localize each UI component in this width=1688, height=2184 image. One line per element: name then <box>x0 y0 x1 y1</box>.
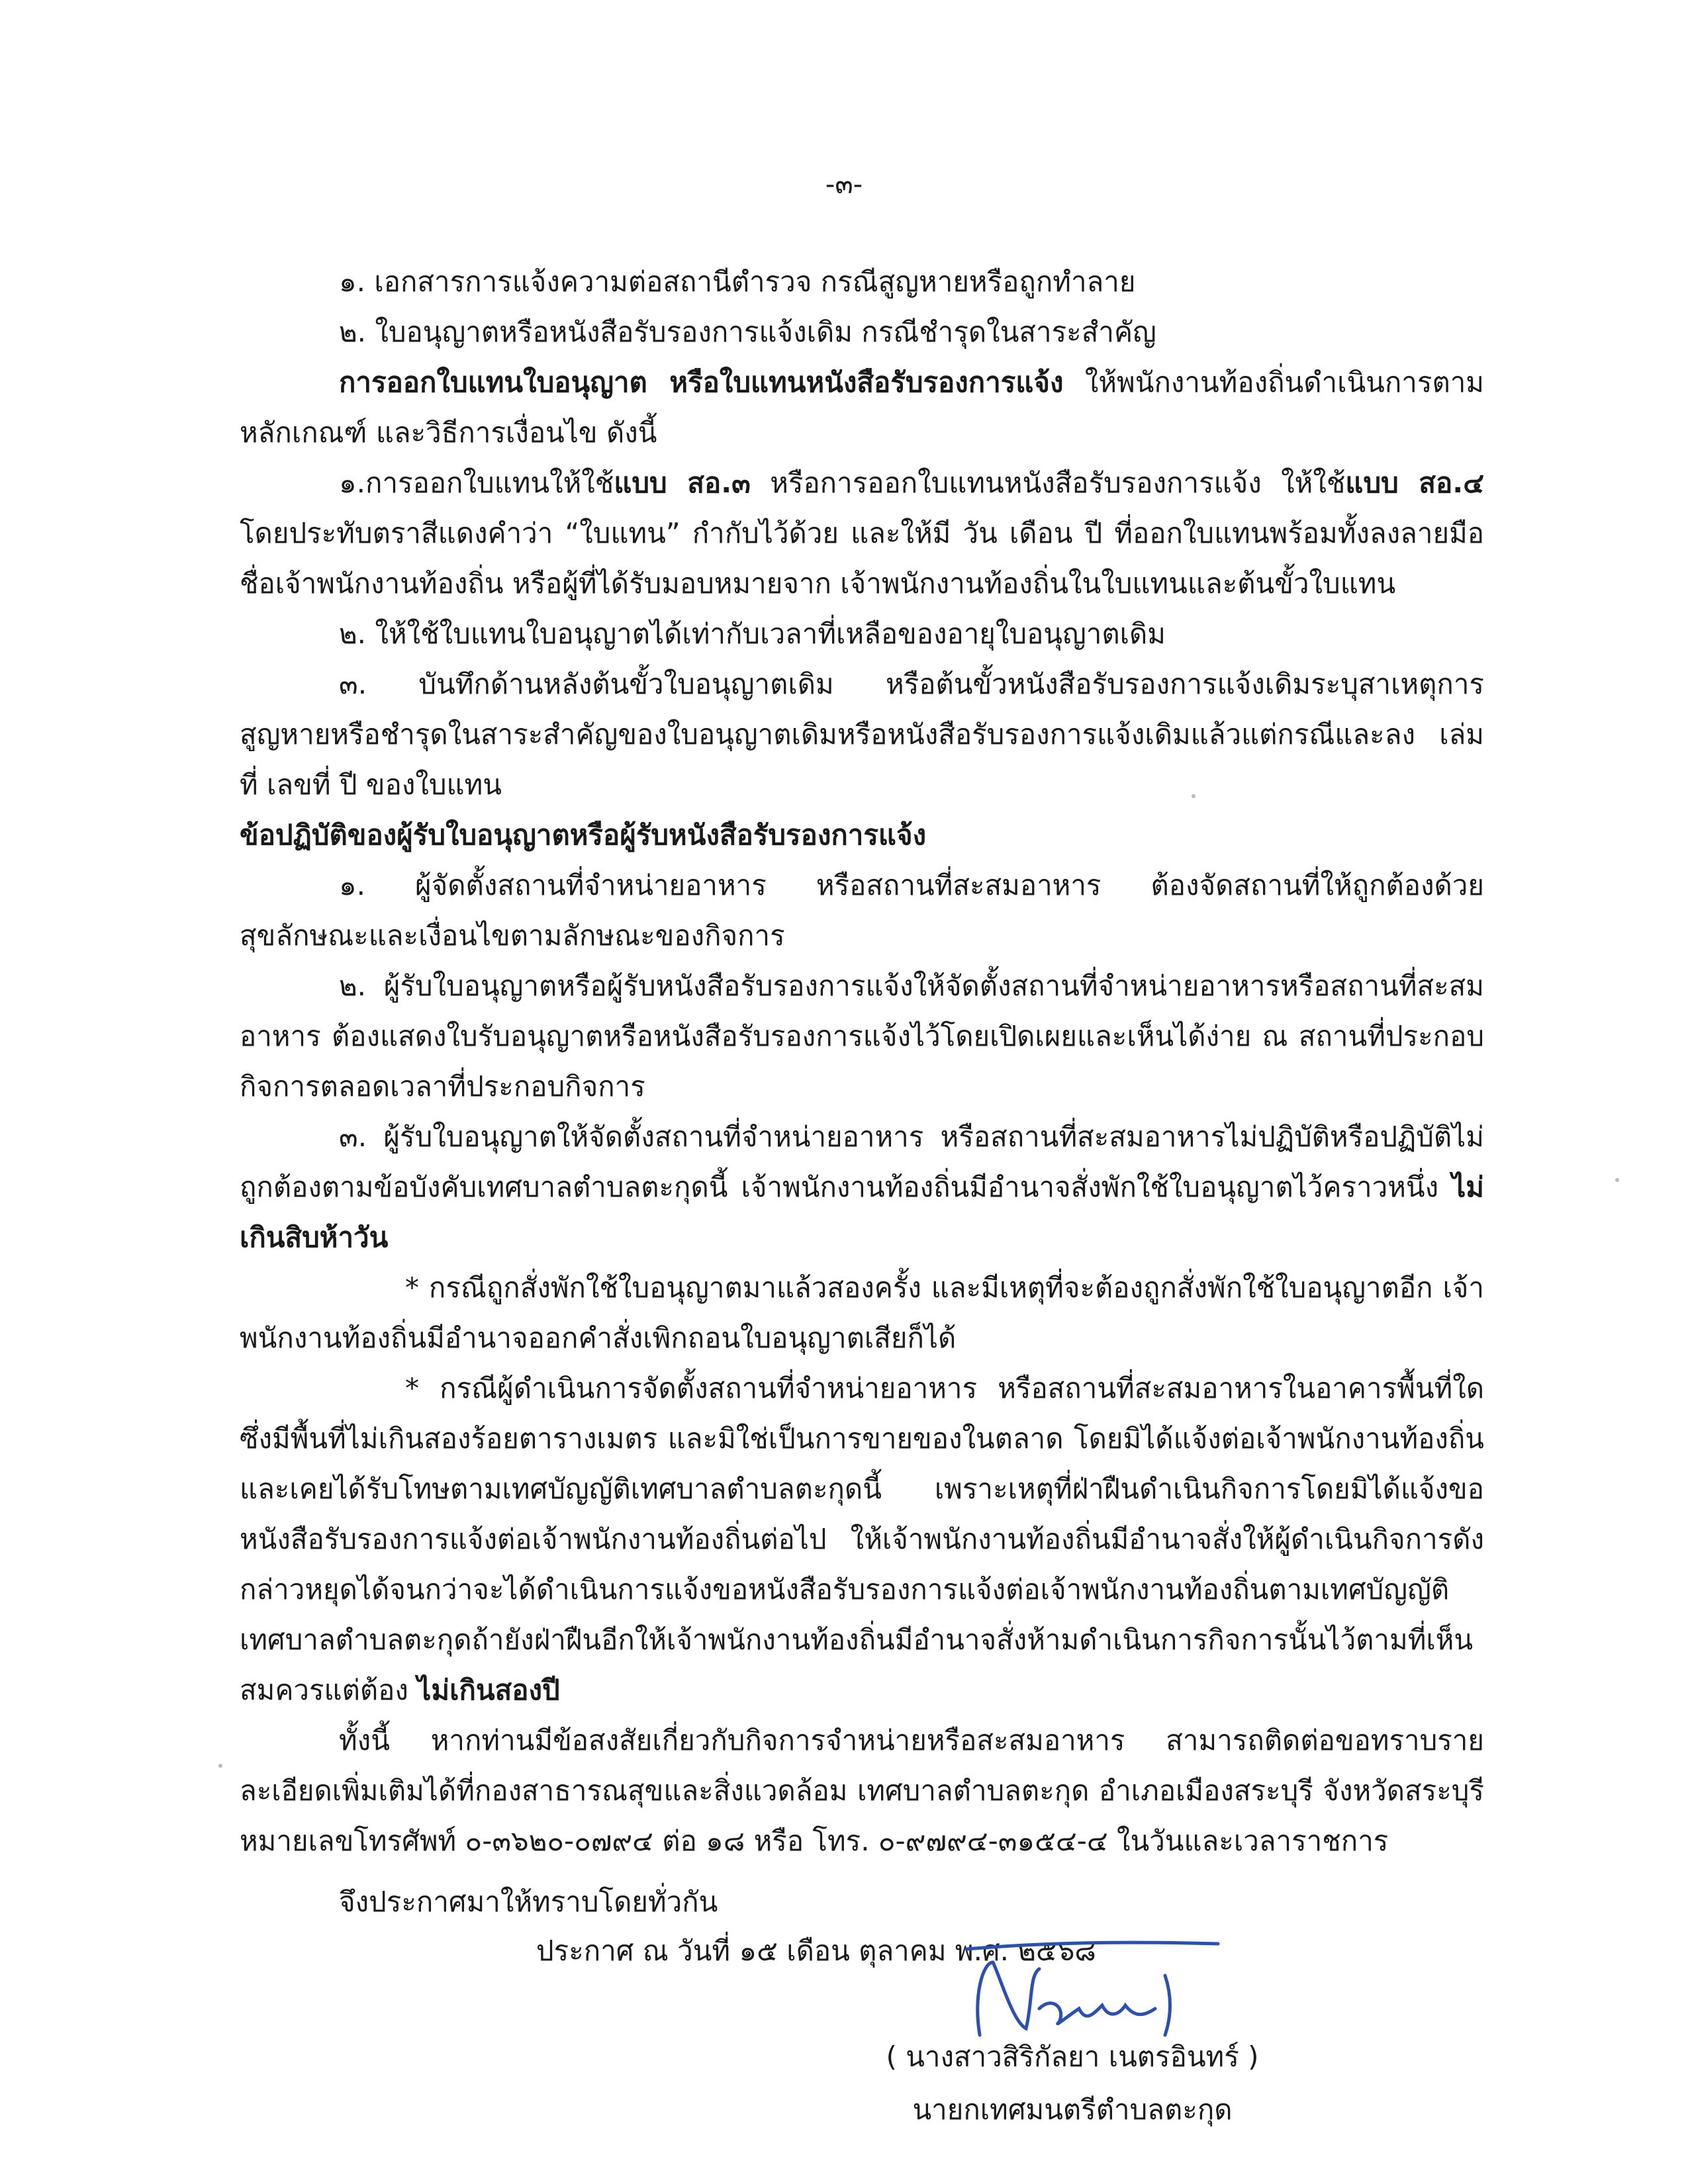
signatory-name: ( นางสาวสิริกัลยา เนตรอินทร์ ) <box>886 2040 1259 2073</box>
signatory-position: นายกเทศมนตรีตำบลตะกุด <box>912 2093 1233 2126</box>
unregistered-text: * กรณีผู้ดำเนินการจัดตั้งสถานที่จำหน่ายอาหาร หรือสถานที่สะสมอาหารในอาคารพื้นที่ใด ซึ่งมีพื้นที่ไม่เกินสองร้อยตารางเมตร และมิใช่เป็นการขายของในตลาด โดยมิได้แจ้งต่อเจ้าพนักงานท้องถิ่น และเคยได้รับโทษตามเทศบัญญัติเทศบาลตำบลตะกุดนี้ เพราะเหตุที่ฝ่าฝืนดำเนินกิจการโดยมิได้แจ้งขอหนังสือรับรองการแจ้งต่อเจ้าพนักงานท้องถิ่นต่อไป ให้เจ้าพนักงานท้องถิ่นมีอำนาจสั่งให้ผู้ดำเนินกิจการดังกล่าวหยุดได้จนกว่าจะได้ดำเนินการแจ้งขอหนังสือรับรองการแจ้งต่อเจ้าพนักงานท้องถิ่นตามเทศบัญญัติเทศบาลตำบลตะกุดถ้ายังฝ่าฝืนอีกให้เจ้าพนักงานท้องถิ่นมีอำนาจสั่งห้ามดำเนินการกิจการนั้นไว้ตามที่เห็นสมควรแต่ต้อง <box>240 1372 1484 1706</box>
section-heading <box>240 810 1484 860</box>
duty-3-bold: ไม่เกินสิบห้าวัน <box>240 1171 1484 1253</box>
replacement-rules-text: ให้พนักงานท้องถิ่นดำเนินการตามหลักเกณฑ์ และวิธีการเงื่อนไข ดังนี้ <box>240 366 1484 449</box>
replacement-heading-bold: การออกใบแทนใบอนุญาต หรือใบแทนหนังสือรับรองการแจ้ง <box>339 366 1064 398</box>
scan-speck <box>1615 1178 1619 1182</box>
paragraph-duty-1: ๑. ผู้จัดตั้งสถานที่จำหน่ายอาหาร หรือสถานที่สะสมอาหาร ต้องจัดสถานที่ให้ถูกต้องด้วยสุขลักษณะและเงื่อนไขตามลักษณะของกิจการ <box>240 869 1484 952</box>
paragraph-record: ๓. บันทึกด้านหลังต้นขั้วใบอนุญาตเดิม หรือต้นขั้วหนังสือรับรองการแจ้งเดิมระบุสาเหตุการสูญหายหรือชำรุดในสาระสำคัญของใบอนุญาตเดิมหรือหนังสือรับรองการแจ้งเดิมแล้วแต่กรณีและลง เล่มที่ เลขที่ ปี ของใบแทน <box>240 668 1484 801</box>
form-usage-text-a: ๑.การออกใบแทนให้ใช้ <box>339 467 614 499</box>
unregistered-bold: ไม่เกินสองปี <box>417 1674 560 1706</box>
paragraph-replacement-rules <box>240 357 1484 458</box>
document-body <box>240 257 1484 1927</box>
section-heading-bold: ข้อปฏิบัติของผู้รับใบอนุญาตหรือผู้รับหนังสือรับรองการแจ้ง <box>240 819 927 851</box>
paragraph-duty-3 <box>240 1112 1484 1263</box>
form-usage-text-c: หรือการออกใบแทนหนังสือรับรองการแจ้ง ให้ใช้ <box>750 467 1346 499</box>
paragraph-contact: ทั้งนี้ หากท่านมีข้อสงสัยเกี่ยวกับกิจการจำหน่ายหรือสะสมอาหาร สามารถติดต่อขอทราบรายละเอียดเพิ่มเติมได้ที่กองสาธารณสุขและสิ่งแวดล้อม เทศบาลตำบลตะกุด อำเภอเมืองสระบุรี จังหวัดสระบุรี หมายเลขโทรศัพท์ ๐-๓๖๒๐-๐๗๙๔ ต่อ ๑๘ หรือ โทร. ๐-๙๗๙๔-๓๑๕๔-๔ ในวันและเวลาราชการ <box>240 1724 1484 1857</box>
scan-speck <box>218 1764 222 1768</box>
paragraph-validity: ๒. ให้ใช้ใบแทนใบอนุญาตได้เท่ากับเวลาที่เหลือของอายุใบอนุญาตเดิม <box>339 617 1166 650</box>
handwritten-signature <box>953 1936 1231 2048</box>
page-number: -๓- <box>825 169 863 200</box>
scan-speck <box>1192 794 1196 798</box>
paragraph-item-2: ๒. ใบอนุญาตหรือหนังสือรับรองการแจ้งเดิม กรณีชำรุดในสาระสำคัญ <box>339 316 1156 348</box>
form-so4-bold: แบบ สอ.๔ <box>1345 467 1484 499</box>
paragraph-item-1: ๑. เอกสารการแจ้งความต่อสถานีตำรวจ กรณีสูญหายหรือถูกทำลาย <box>339 265 1136 298</box>
form-so3-bold: แบบ สอ.๓ <box>614 467 751 499</box>
paragraph-duty-2: ๒. ผู้รับใบอนุญาตหรือผู้รับหนังสือรับรองการแจ้งให้จัดตั้งสถานที่จำหน่ายอาหารหรือสถานที่สะสมอาหาร ต้องแสดงใบรับอนุญาตหรือหนังสือรับรองการแจ้งไว้โดยเปิดเผยและเห็นได้ง่าย ณ สถานที่ประกอบกิจการตลอดเวลาที่ประกอบกิจการ <box>240 970 1484 1103</box>
announcement-date: ประกาศ ณ วันที่ ๑๕ เดือน ตุลาคม พ.ศ. ๒๕๖๘ <box>536 1934 1096 1967</box>
paragraph-revocation: * กรณีถูกสั่งพักใช้ใบอนุญาตมาแล้วสองครั้ง และมีเหตุที่จะต้องถูกสั่งพักใช้ใบอนุญาตอีก เจ้าพนักงานท้องถิ่นมีอำนาจออกคำสั่งเพิกถอนใบอนุญาตเสียก็ได้ <box>240 1271 1484 1354</box>
paragraph-form-usage <box>240 458 1484 609</box>
signature-stroke <box>966 1942 1218 2035</box>
duty-3-text: ๓. ผู้รับใบอนุญาตให้จัดตั้งสถานที่จำหน่ายอาหาร หรือสถานที่สะสมอาหารไม่ปฏิบัติหรือปฏิบัติไม่ถูกต้องตามข้อบังคับเทศบาลตำบลตะกุดนี้ เจ้าพนักงานท้องถิ่นมีอำนาจสั่งพักใช้ใบอนุญาตไว้คราวหนึ่ง <box>240 1120 1484 1203</box>
form-usage-text-e: โดยประทับตราสีแดงคำว่า “ใบแทน” กำกับไว้ด้วย และให้มี วัน เดือน ปี ที่ออกใบแทนพร้อมทั้งลงลายมือชื่อเจ้าพนักงานท้องถิ่น หรือผู้ที่ได้รับมอบหมายจาก เจ้าพนักงานท้องถิ่นในใบแทนและต้นขั้วใบแทน <box>240 517 1484 600</box>
paragraph-unregistered <box>240 1363 1484 1715</box>
paragraph-closing: จึงประกาศมาให้ทราบโดยทั่วกัน <box>339 1886 718 1918</box>
